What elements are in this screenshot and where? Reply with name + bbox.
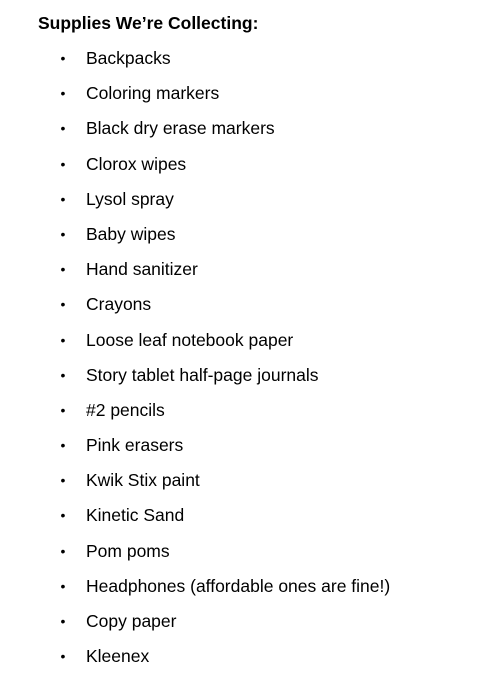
list-item-text: Crayons [86,294,152,315]
bullet-icon: • [60,366,66,383]
list-item [0,185,500,220]
list-item [0,501,500,536]
supplies-heading: Supplies We’re Collecting: [38,13,259,33]
list-item-text: Story tablet half-page journals [86,364,319,385]
list-item [0,290,500,325]
bullet-icon: • [60,261,66,278]
list-item-text: Clorox wipes [86,153,187,174]
bullet-icon: • [60,50,66,66]
bullet-icon: • [60,577,66,594]
list-item-text: Hand sanitizer [86,259,198,280]
bullet-icon: • [60,331,66,348]
list-item [0,607,500,642]
bullet-icon: • [60,613,66,629]
bullet-icon: • [60,401,66,418]
list-item-text: #2 pencils [86,399,165,420]
bullet-icon: • [60,472,66,489]
list-item-text: Black dry erase markers [86,118,275,139]
list-item [0,44,500,79]
list-item [0,114,500,149]
bullet-icon: • [60,437,66,454]
list-item-text: Lysol spray [86,188,174,209]
list-item-text: Kinetic Sand [86,505,185,526]
list-item [0,431,500,466]
bullet-icon: • [60,190,66,207]
list-item-text: Loose leaf notebook paper [86,329,294,350]
supplies-list [0,44,500,677]
list-item [0,255,500,290]
bullet-icon: • [60,85,66,102]
list-item-text: Copy paper [86,611,177,631]
list-item-text: Coloring markers [86,83,220,104]
list-item [0,361,500,396]
bullet-icon: • [60,542,66,559]
bullet-icon: • [60,507,66,524]
list-item [0,466,500,501]
list-item-text: Pom poms [86,540,170,561]
list-item-text: Backpacks [86,48,171,68]
list-item [0,326,500,361]
list-item [0,396,500,431]
list-item-text: Baby wipes [86,223,176,244]
bullet-icon: • [60,225,66,242]
list-item [0,642,500,677]
list-item [0,79,500,114]
list-item [0,572,500,607]
bullet-icon: • [60,648,66,665]
list-item [0,220,500,255]
list-item-text: Headphones (affordable ones are fine!) [86,575,391,596]
bullet-icon: • [60,155,66,172]
list-item [0,150,500,185]
list-item-text: Pink erasers [86,435,184,456]
list-item-text: Kwik Stix paint [86,470,200,491]
bullet-icon: • [60,296,66,313]
bullet-icon: • [60,120,66,137]
list-item [0,537,500,572]
list-item-text: Kleenex [86,646,150,667]
